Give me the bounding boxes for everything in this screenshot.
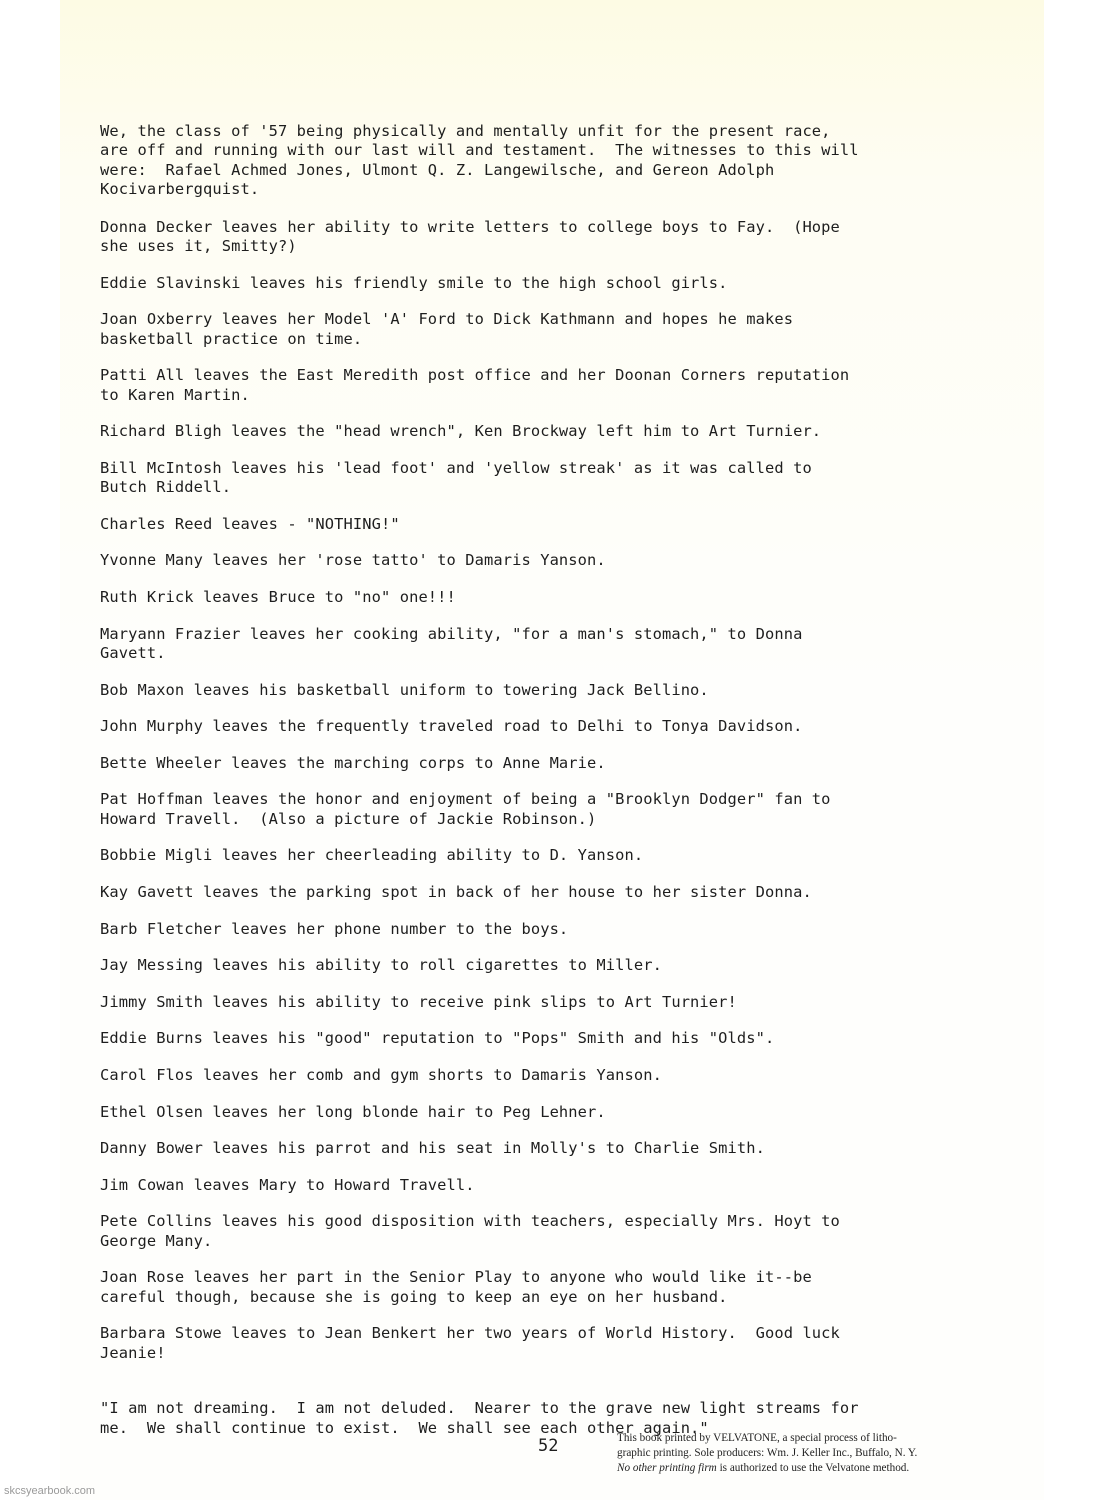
will-entry-danny-bower: Danny Bower leaves his parrot and his seat in Molly's to Charlie Smith. [100, 1139, 765, 1158]
will-entry-eddie-burns: Eddie Burns leaves his "good" reputation to "Pops" Smith and his "Olds". [100, 1029, 775, 1048]
will-entry-john-murphy: John Murphy leaves the frequently traveled road to Delhi to Tonya Davidson. [100, 717, 803, 736]
will-entry-bette-wheeler: Bette Wheeler leaves the marching corps to Anne Marie. [100, 753, 606, 772]
printer-credit-emphasis: No other printing firm [617, 1462, 717, 1474]
will-entry-carol-flos: Carol Flos leaves her comb and gym shorts to Damaris Yanson. [100, 1065, 662, 1084]
will-entry-pat-hoffman: Pat Hoffman leaves the honor and enjoyment of being a "Brooklyn Dodger" fan to Howard Travell. (Also a picture of Jackie Robinson.) [100, 790, 831, 828]
will-entry-joan-rose: Joan Rose leaves her part in the Senior Play to anyone who would like it--be careful though, because she is going to keep an eye on her husband. [100, 1268, 812, 1306]
will-entry-joan-oxberry: Joan Oxberry leaves her Model 'A' Ford to Dick Kathmann and hopes he makes basketball practice on time. [100, 310, 794, 348]
will-entry-jimmy-smith: Jimmy Smith leaves his ability to receive pink slips to Art Turnier! [100, 992, 737, 1011]
will-intro-paragraph: We, the class of '57 being physically and mentally unfit for the present race, are off and running with our last will and testament. The witnesses to this will were: Rafael Achmed Jones, Ulmont Q. Z. Langewilsche, and Gereon Adolph Kocivarbergquist. [100, 122, 859, 199]
closing-quote: "I am not dreaming. I am not deluded. Nearer to the grave new light streams for me. We shall continue to exist. We shall see each other again." [100, 1399, 859, 1437]
printer-credit-line-3 [617, 1461, 1037, 1476]
will-entry-pete-collins: Pete Collins leaves his good disposition with teachers, especially Mrs. Hoyt to George Many. [100, 1212, 840, 1250]
will-entry-donna-decker: Donna Decker leaves her ability to write letters to college boys to Fay. (Hope she uses it, Smitty?) [100, 217, 840, 256]
class-will-text [100, 122, 1000, 1455]
will-entry-kay-gavett: Kay Gavett leaves the parking spot in back of her house to her sister Donna. [100, 882, 812, 901]
will-entry-bob-maxon: Bob Maxon leaves his basketball uniform to towering Jack Bellino. [100, 680, 709, 699]
printer-credit [617, 1431, 1037, 1476]
will-entry-yvonne-many: Yvonne Many leaves her 'rose tatto' to Damaris Yanson. [100, 551, 606, 570]
will-entry-bill-mcintosh: Bill McIntosh leaves his 'lead foot' and 'yellow streak' as it was called to Butch Riddell. [100, 458, 812, 497]
will-entry-eddie-slavinski: Eddie Slavinski leaves his friendly smile to the high school girls. [100, 273, 728, 292]
printer-credit-line-3-rest: is authorized to use the Velvatone method. [716, 1462, 910, 1474]
will-entry-ruth-krick: Ruth Krick leaves Bruce to "no" one!!! [100, 588, 456, 606]
page-number: 52 [538, 1436, 559, 1456]
will-entry-patti-all: Patti All leaves the East Meredith post office and her Doonan Corners reputation to Karen Martin. [100, 366, 850, 404]
printer-credit-line-1: This book printed by VELVATONE, a special process of litho- [617, 1432, 897, 1444]
will-entry-barbara-stowe: Barbara Stowe leaves to Jean Benkert her two years of World History. Good luck Jeanie! [100, 1324, 840, 1362]
will-entry-jay-messing: Jay Messing leaves his ability to roll cigarettes to Miller. [100, 956, 662, 975]
printer-credit-line-2: graphic printing. Sole producers: Wm. J. Keller Inc., Buffalo, N. Y. [617, 1447, 918, 1459]
will-entry-ethel-olsen: Ethel Olsen leaves her long blonde hair to Peg Lehner. [100, 1102, 606, 1121]
will-entry-jim-cowan: Jim Cowan leaves Mary to Howard Travell. [100, 1175, 475, 1194]
will-entry-maryann-frazier: Maryann Frazier leaves her cooking ability, "for a man's stomach," to Donna Gavett. [100, 624, 803, 662]
will-entry-barb-fletcher: Barb Fletcher leaves her phone number to the boys. [100, 919, 569, 938]
will-entry-bobbie-migli: Bobbie Migli leaves her cheerleading ability to D. Yanson. [100, 846, 644, 865]
site-watermark: skcsyearbook.com [4, 1485, 96, 1497]
will-entry-charles-reed: Charles Reed leaves - "NOTHING!" [100, 514, 400, 533]
will-entry-richard-bligh: Richard Bligh leaves the "head wrench", Ken Brockway left him to Art Turnier. [100, 422, 822, 441]
